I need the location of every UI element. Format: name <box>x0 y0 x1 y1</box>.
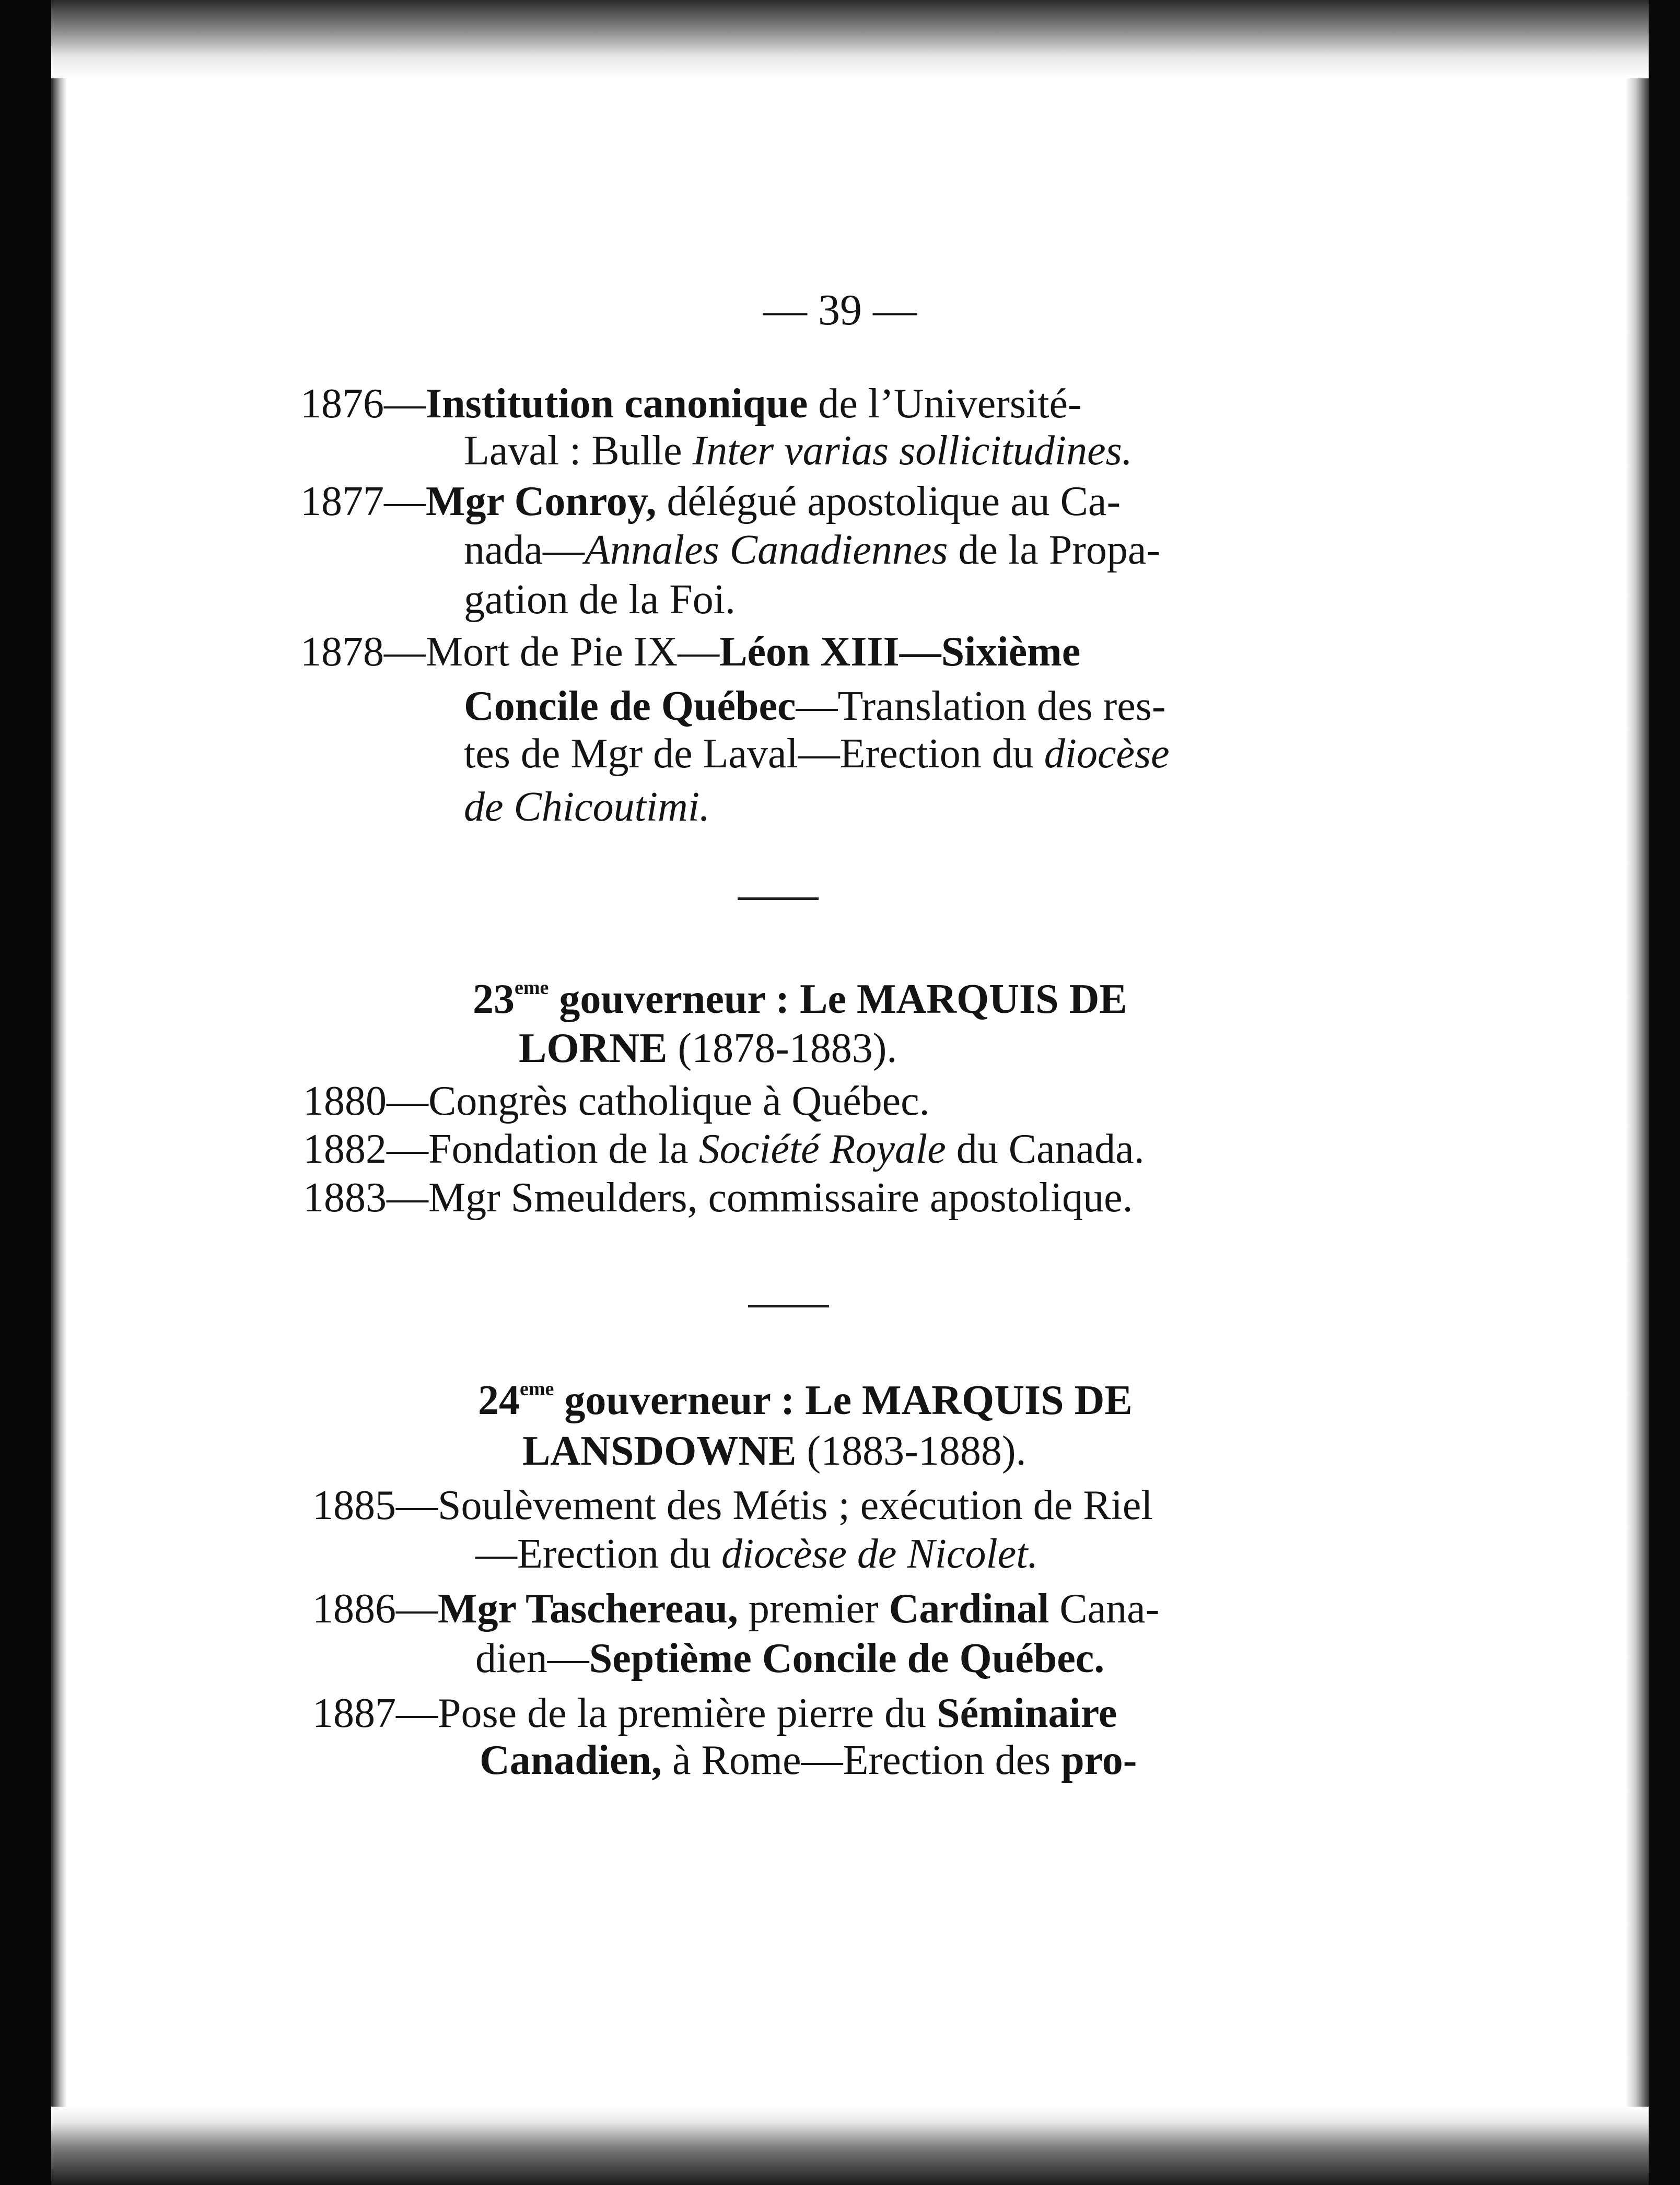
text: Mort de Pie IX— <box>426 629 720 675</box>
entry-1878-line-3 <box>464 733 1170 775</box>
text: de la Propa- <box>948 527 1161 573</box>
entry-1887-line-2 <box>480 1739 1137 1781</box>
text: Soulèvement des Métis ; exécution de Riel <box>438 1482 1153 1528</box>
text: gation de la Foi. <box>464 577 736 623</box>
bold-text: Septième Concile de Québec. <box>589 1635 1105 1681</box>
entry-1882 <box>303 1128 1145 1170</box>
text: Congrès catholique à Québec. <box>428 1078 930 1124</box>
bold-text: MARQUIS DE <box>856 976 1127 1022</box>
bold-text: Mgr Conroy, <box>426 478 657 524</box>
entry-year: 1878— <box>300 629 426 675</box>
text: délégué apostolique au Ca- <box>656 478 1121 524</box>
entry-1876-line-1 <box>300 383 1254 425</box>
entry-year: 1877— <box>300 478 426 524</box>
text: de l’Université- <box>808 381 1082 427</box>
ordinal: 24 <box>478 1377 520 1423</box>
entry-1885-line-2 <box>475 1533 1038 1575</box>
text: —Erection du <box>475 1531 721 1577</box>
text: premier <box>738 1586 889 1632</box>
bold-text: Cardinal <box>889 1586 1049 1632</box>
entry-1877-line-3 <box>464 579 736 621</box>
scan-border-top <box>51 0 1649 78</box>
text: Mgr Smeulders, commissaire apostolique. <box>428 1175 1133 1221</box>
text: Pose de la première pierre du <box>438 1690 937 1736</box>
ordinal: 23 <box>473 976 515 1022</box>
bold-text: LORNE <box>519 1025 668 1071</box>
text: dien— <box>475 1635 589 1681</box>
bold-text: pro- <box>1061 1737 1137 1783</box>
text: Fondation de la <box>428 1126 699 1172</box>
bold-text: gouverneur : Le <box>554 1377 862 1423</box>
italic-text: de Chicoutimi. <box>464 784 710 830</box>
italic-text: diocèse de Nicolet. <box>721 1531 1039 1577</box>
section-divider <box>738 897 819 900</box>
entry-1877-line-2 <box>464 529 1160 571</box>
entry-year: 1885— <box>312 1482 438 1528</box>
bold-text: Léon XIII—Sixième <box>719 629 1081 675</box>
italic-text: Inter varias sollicitudines. <box>692 428 1133 474</box>
bold-text: Concile de Québec <box>464 683 796 729</box>
bold-text: MARQUIS DE <box>861 1377 1133 1423</box>
bold-text: LANSDOWNE <box>522 1428 797 1474</box>
entry-year: 1887— <box>312 1690 438 1736</box>
ordinal-suffix: eme <box>520 1378 554 1400</box>
bold-text: Canadien, <box>480 1737 662 1783</box>
entry-year: 1880— <box>303 1078 428 1124</box>
text: à Rome—Erection des <box>661 1737 1061 1783</box>
entry-1878-line-4 <box>464 786 710 828</box>
text: tes de Mgr de Laval—Erection du <box>464 731 1044 777</box>
bold-text: gouverneur : Le <box>549 976 857 1022</box>
text: (1878-1883). <box>667 1025 897 1071</box>
entry-year: 1886— <box>312 1586 438 1632</box>
page-number: — 39 — <box>763 286 917 334</box>
text: (1883-1888). <box>796 1428 1026 1474</box>
text: Cana- <box>1049 1586 1160 1632</box>
entry-1878-line-2 <box>464 685 1166 727</box>
entry-1887-line-1 <box>312 1692 1117 1734</box>
entry-year: 1883— <box>303 1175 428 1221</box>
text: nada— <box>464 527 585 573</box>
entry-year: 1882— <box>303 1126 428 1172</box>
entry-1878-line-1 <box>300 631 1080 673</box>
bold-text: Séminaire <box>937 1690 1117 1736</box>
italic-text: Société Royale <box>698 1126 946 1172</box>
bold-text: Mgr Taschereau, <box>438 1586 738 1632</box>
governor-24-heading-line-1 <box>478 1379 1133 1421</box>
section-divider <box>748 1305 829 1307</box>
entry-1883 <box>303 1177 1133 1219</box>
italic-text: Annales Canadiennes <box>585 527 948 573</box>
bold-text: Institution canonique <box>426 381 808 427</box>
entry-1876-line-2 <box>464 430 1133 472</box>
governor-23-heading-line-1 <box>473 978 1127 1020</box>
entry-year: 1876— <box>300 381 426 427</box>
entry-1886-line-1 <box>312 1588 1159 1630</box>
entry-1877-line-1 <box>300 478 1121 524</box>
italic-text: diocèse <box>1044 731 1170 777</box>
scan-shadow-left <box>51 73 67 2136</box>
entry-1885-line-1 <box>312 1482 1153 1528</box>
governor-23-heading-line-2 <box>519 1027 897 1069</box>
governor-24-heading-line-2 <box>522 1430 1026 1472</box>
text: du Canada. <box>946 1126 1145 1172</box>
text: Laval : Bulle <box>464 428 693 474</box>
entry-1886-line-2 <box>475 1635 1105 1681</box>
entry-1880 <box>303 1080 930 1122</box>
text: —Translation des res- <box>796 683 1166 729</box>
scan-shadow-right <box>1626 68 1649 2136</box>
ordinal-suffix: eme <box>515 977 549 999</box>
scan-border-bottom <box>51 2107 1649 2185</box>
